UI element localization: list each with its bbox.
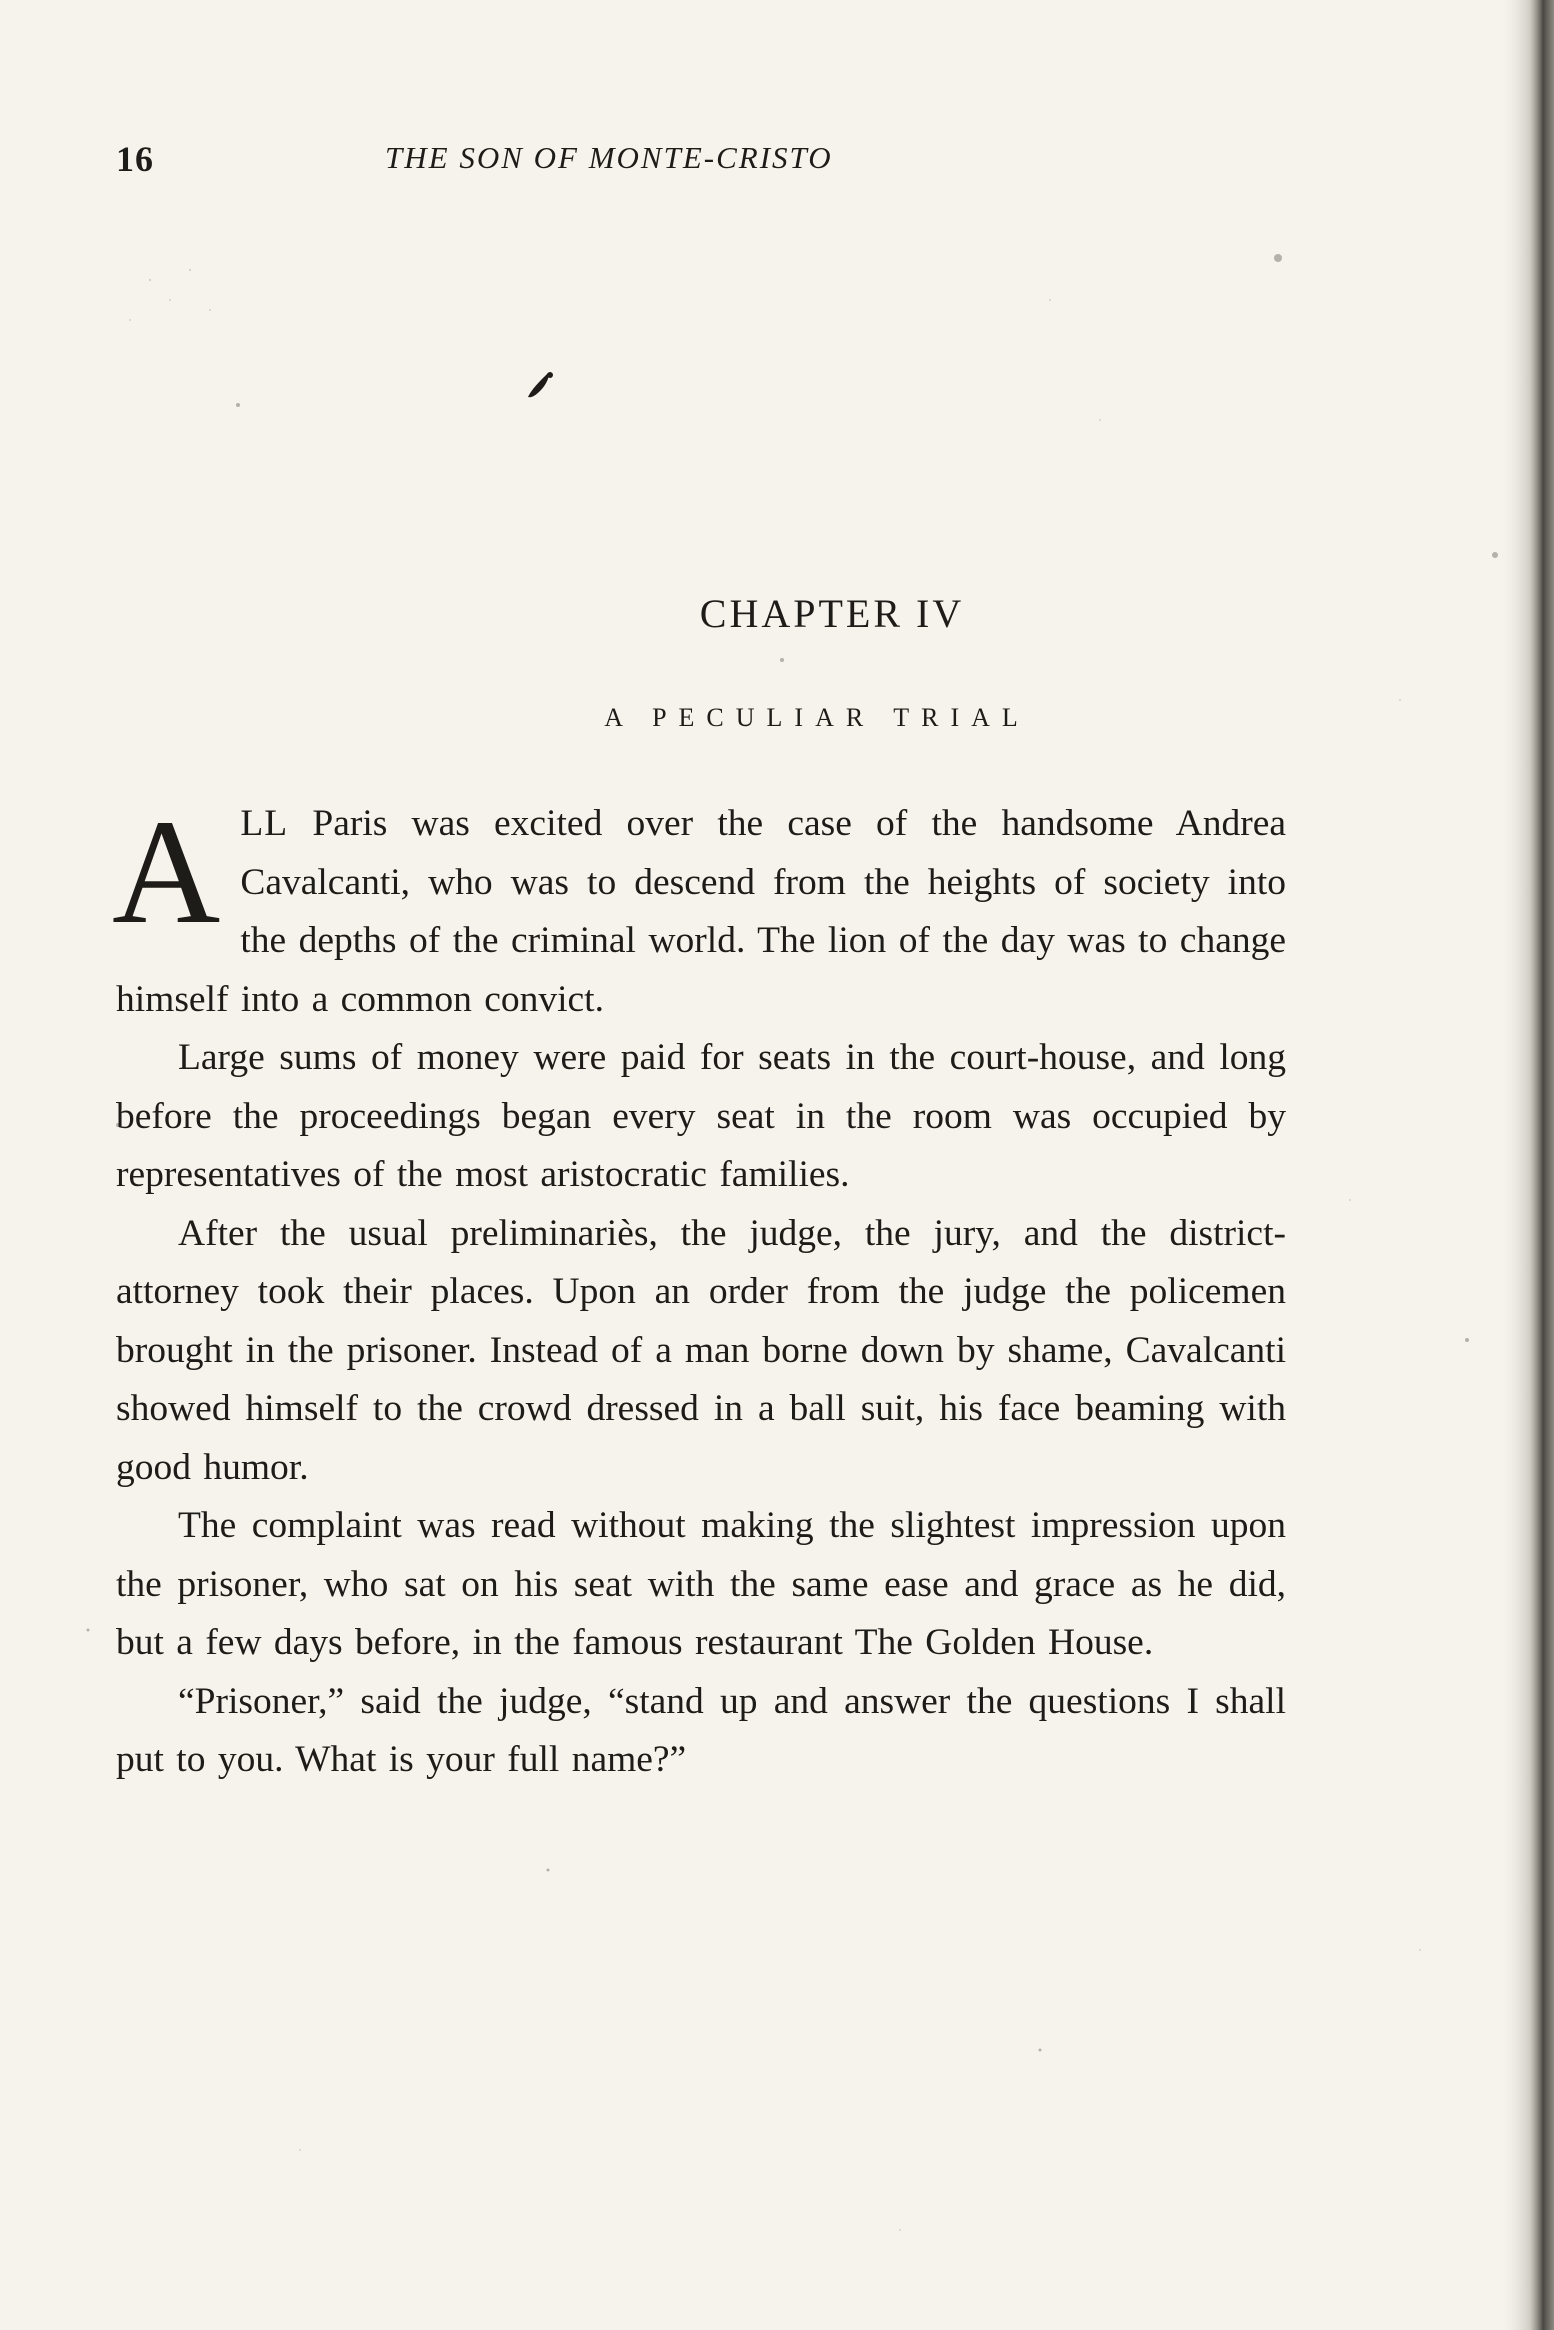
chapter-subtitle: A PECULIAR TRIAL <box>604 703 1030 732</box>
ink-blot-ornament <box>520 365 560 405</box>
chapter-heading: CHAPTER IV <box>699 591 965 636</box>
running-title: THE SON OF MONTE-CRISTO <box>385 140 833 175</box>
page-edge-shadow <box>1500 0 1554 2330</box>
paragraph-5: “Prisoner,” said the judge, “stand up and answer the questions I shall put to you. What is your full name?” <box>116 1680 1286 1780</box>
paragraph-4: The complaint was read without making the slightest impression upon the prisoner, who sat on his seat with the same ease and grace as he did, but a few days before, in the famous restaurant The Golden House. <box>116 1505 1286 1663</box>
paragraph-1-text: Paris was excited over the case of the handsome Andrea Cavalcanti, who was to descend from the heights of society into the depths of the criminal world. The lion of the day was to change himself into a common convict. <box>116 803 1286 1020</box>
page-number: 16 <box>116 139 154 179</box>
chapter-body <box>112 789 1286 1790</box>
paragraph-3: After the usual preliminariès, the judge, the jury, and the district-attorney took their places. Upon an order from the judge the policemen brought in the prisoner. Instead of a man borne down by shame, Cavalcanti showed himself to the crowd dressed in a ball suit, his face beaming with good humor. <box>116 1212 1286 1488</box>
paragraph-1 <box>112 789 1286 1029</box>
paragraph-2: Large sums of money were paid for seats in the court-house, and long before the proceedings began every seat in the room was occupied by representatives of the most aristocratic families. <box>116 1037 1286 1195</box>
page-header <box>0 138 1554 188</box>
lead-caps: LL <box>240 803 289 844</box>
drop-cap: A <box>112 789 221 955</box>
